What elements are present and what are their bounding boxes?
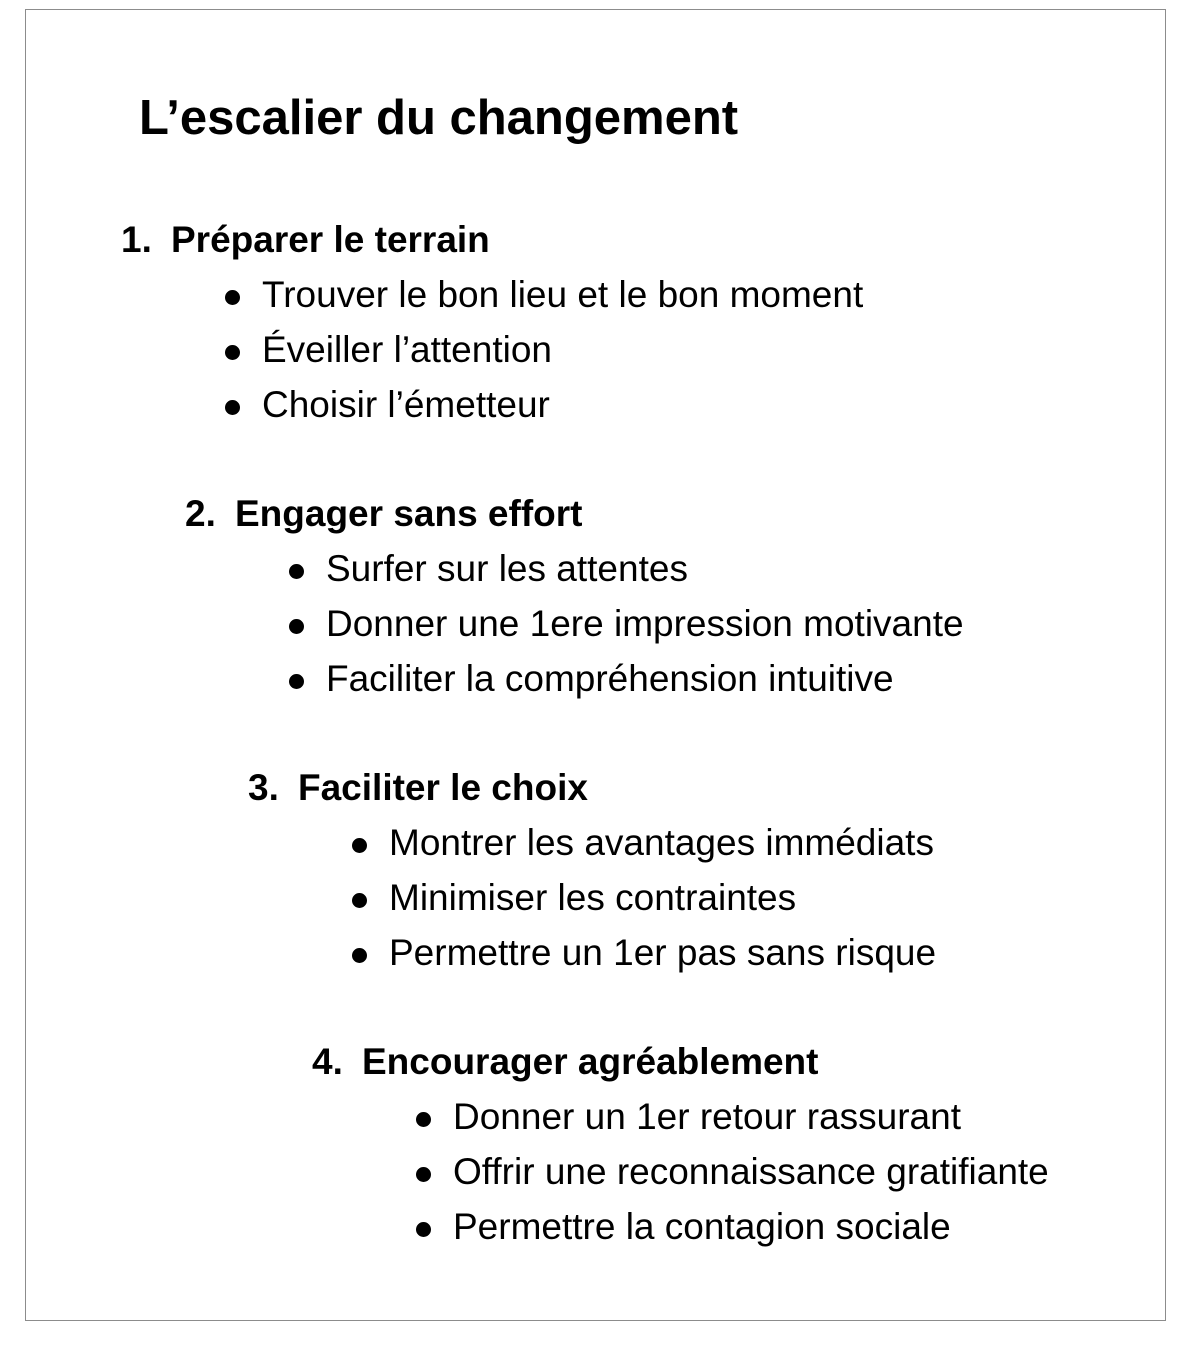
- list-item-text: Éveiller l’attention: [262, 329, 552, 370]
- list-item-text: Donner un 1er retour rassurant: [453, 1096, 961, 1137]
- bullet-icon: [225, 345, 240, 360]
- list-item-text: Minimiser les contraintes: [389, 877, 797, 918]
- bullet-icon: [416, 1167, 431, 1182]
- bullet-icon: [352, 948, 367, 963]
- list-item-text: Offrir une reconnaissance gratifiante: [453, 1151, 1049, 1192]
- list-item-text: Permettre la contagion sociale: [453, 1206, 951, 1247]
- list-item-text: Surfer sur les attentes: [326, 548, 688, 589]
- bullet-icon: [289, 619, 304, 634]
- step-title: Faciliter le choix: [298, 767, 588, 808]
- bullet-icon: [225, 290, 240, 305]
- list-item-text: Donner une 1ere impression motivante: [326, 603, 964, 644]
- bullet-icon: [289, 564, 304, 579]
- step-number: 3.: [248, 767, 279, 808]
- list-item-text: Permettre un 1er pas sans risque: [389, 932, 937, 973]
- document-title: L’escalier du changement: [139, 91, 739, 145]
- step-title: Préparer le terrain: [171, 219, 490, 260]
- bullet-icon: [352, 838, 367, 853]
- list-item-text: Montrer les avantages immédiats: [389, 822, 934, 863]
- list-item-text: Trouver le bon lieu et le bon moment: [262, 274, 864, 315]
- step-title: Engager sans effort: [235, 493, 583, 534]
- step-number: 4.: [312, 1041, 343, 1082]
- bullet-icon: [416, 1112, 431, 1127]
- step-title: Encourager agréablement: [362, 1041, 819, 1082]
- bullet-icon: [289, 674, 304, 689]
- bullet-icon: [225, 400, 240, 415]
- bullet-icon: [416, 1222, 431, 1237]
- bullet-icon: [352, 893, 367, 908]
- list-item-text: Choisir l’émetteur: [262, 384, 550, 425]
- step-number: 2.: [185, 493, 216, 534]
- list-item-text: Faciliter la compréhension intuitive: [326, 658, 894, 699]
- step-number: 1.: [121, 219, 152, 260]
